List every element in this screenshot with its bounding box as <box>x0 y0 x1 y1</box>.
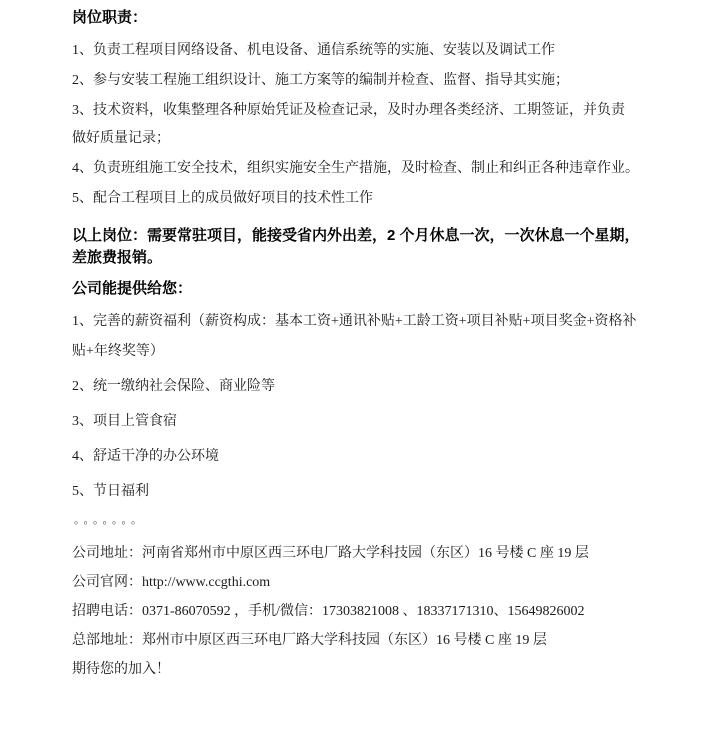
benefit-item-5: 5、节日福利 <box>72 484 149 499</box>
responsibilities-list <box>72 37 649 213</box>
benefits-title: 公司能提供给您： <box>72 280 193 297</box>
benefit-item-1: 1、完善的薪资福利（薪资构成：基本工资+通讯补贴+工龄工资+项目补贴+项目奖金+资格补贴+年终奖等） <box>72 314 637 359</box>
responsibilities-title: 岗位职责： <box>72 9 148 26</box>
benefit-item-2: 2、统一缴纳社会保险、商业险等 <box>72 379 275 394</box>
benefit-item-4: 4、舒适干净的办公环境 <box>72 449 219 464</box>
company-address-value: 河南省郑州市中原区西三环电厂路大学科技园（东区）16 号楼 C 座 19 层 <box>142 546 589 561</box>
company-address-label: 公司地址： <box>72 546 142 561</box>
contact-info-block <box>72 539 649 684</box>
benefit-item-3: 3、项目上管食宿 <box>72 414 177 429</box>
responsibility-item-3: 3、技术资料，收集整理各种原始凭证及检查记录，及时办理各类经济、工期签证，并负责做好质量记录； <box>72 103 625 146</box>
company-address-line <box>72 539 649 568</box>
headquarters-address-line <box>72 626 649 655</box>
responsibility-item-1: 1、负责工程项目网络设备、机电设备、通信系统等的实施、安装以及调试工作 <box>72 43 555 58</box>
responsibility-item-4: 4、负责班组施工安全技术，组织实施安全生产措施，及时检查、制止和纠正各种违章作业。 <box>72 161 639 176</box>
headquarters-address-label: 总部地址： <box>72 633 142 648</box>
company-website-line <box>72 568 649 597</box>
benefits-list <box>72 307 649 507</box>
recruit-phone-value: 0371-86070592 ，手机/微信：17303821008 、18337171310、15649826002 <box>142 604 585 619</box>
responsibility-item-2: 2、参与安装工程施工组织设计、施工方案等的编制并检查、监督、指导其实施； <box>72 73 569 88</box>
headquarters-address-value: 郑州市中原区西三环电厂路大学科技园（东区）16 号楼 C 座 19 层 <box>142 633 547 648</box>
ellipsis-row: 。。。。。。。 <box>74 514 146 526</box>
company-website-url: http://www.ccgthi.com <box>142 575 271 590</box>
responsibility-item-5: 5、配合工程项目上的成员做好项目的技术性工作 <box>72 191 373 206</box>
recruit-phone-label: 招聘电话： <box>72 604 142 619</box>
closing-invitation: 期待您的加入！ <box>72 662 170 677</box>
recruit-phone-line <box>72 597 649 626</box>
company-website-label: 公司官网： <box>72 575 142 590</box>
posting-conditions-note: 以上岗位：需要常驻项目，能接受省内外出差，2 个月休息一次，一次休息一个星期，差旅费报销。 <box>72 227 640 266</box>
